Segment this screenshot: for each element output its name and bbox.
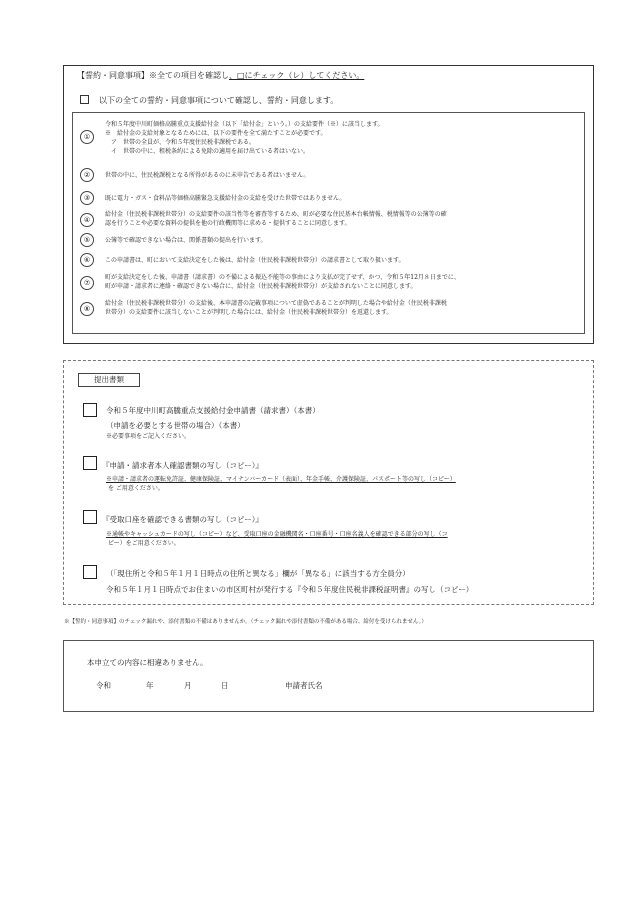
item-line: この申請書は、町において支給決定をした後は、給付金（住民税非課税世帯分）の請求書として取り扱います。 xyxy=(105,257,405,264)
consent-agree-label: 以下の全ての誓約・同意事項について確認し、誓約・同意します。 xyxy=(99,96,339,105)
document-note: ピー）をご用意ください。 xyxy=(108,540,180,547)
item-line: 給付金（住民税非課税世帯分）の支給後、本申請書の記載事項について虚偽であることが判明した場合や給付金（住民税非課税 xyxy=(105,300,447,307)
item-line: 町が支給決定をした後、申請書（請求書）の不備による振込不能等の事由により支払が完了せず、かつ、令和５年12月８日までに、 xyxy=(105,274,460,281)
date-era-label: 令和 xyxy=(96,681,111,690)
date-year-label: 年 xyxy=(146,681,154,690)
consent-agree-row[interactable] xyxy=(80,95,338,106)
item-number: ② xyxy=(80,168,94,182)
documents-label: 提出書類 xyxy=(78,373,140,387)
date-day-label: 日 xyxy=(221,681,229,690)
document-subtitle: 令和５年１月１日時点でお住まいの市区町村が発行する『令和５年度住民税非課税証明書』の写し（コピー） xyxy=(106,585,474,594)
consent-agree-checkbox[interactable] xyxy=(80,95,89,104)
document-note: を ご用意ください。 xyxy=(108,485,164,492)
item-number: ④ xyxy=(80,213,94,227)
document-checkbox-application[interactable] xyxy=(83,403,97,417)
document-title: 『受取口座を確認できる書類の写し（コピー）』 xyxy=(102,515,263,524)
declaration-text: 本申立ての内容に相違ありません。 xyxy=(87,658,208,667)
consent-title-instruction: 、□にチェック（レ）してください。 xyxy=(229,71,365,80)
item-line: 公簿等で確認できない場合は、関係書類の提出を行います。 xyxy=(105,237,267,244)
document-note-text: ※通帳やキャッシュカードの写し（コピー）など、受取口座の金融機関名・口座番号・口座名義人を確認できる部分の写し（コ xyxy=(106,531,448,538)
applicant-name-label: 申請者氏名 xyxy=(285,681,323,690)
item-line: 世帯の中に、住民税課税となる所得があるのに未申告である者はいません。 xyxy=(105,172,310,179)
item-line: 令和５年度中川町価格高騰重点支援給付金（以下「給付金」という。）の支給要件（※）に該当します。 xyxy=(105,121,384,128)
consent-title-text: 【誓約・同意事項】※全ての項目を確認し xyxy=(77,71,229,80)
item-line: 既に電力・ガス・食料品等価格高騰緊急支援給付金の支給を受けた世帯ではありません。 xyxy=(105,195,346,202)
item-number: ③ xyxy=(80,191,94,205)
declaration-section xyxy=(63,640,594,712)
document-note: ※申請・請求者の運転免許証、健康保険証、マイナンバーカード（表面）、年金手帳、介護保険証、パスポート等の写し（コピー） xyxy=(106,476,456,483)
item-line: ※ 給付金の支給対象となるためには、以下の要件を全て満たすことが必要です。 xyxy=(105,130,327,137)
item-number: ⑦ xyxy=(80,276,94,290)
document-checkbox-tax-certificate[interactable] xyxy=(83,565,97,579)
document-note xyxy=(106,531,448,539)
consent-title xyxy=(77,70,364,81)
document-subtitle: （申請を必要とする世帯の場合）（本書） xyxy=(106,421,245,430)
document-title: 令和５年度中川町高騰重点支援給付金申請書（請求書）（本書） xyxy=(106,406,320,415)
consent-items-box xyxy=(72,112,585,334)
item-number: ⑧ xyxy=(80,302,94,316)
item-line: 世帯分）の支給要件に該当しないことが判明した場合には、給付金（住民税非課税世帯分）を返還します。 xyxy=(105,309,393,316)
item-line: イ 世帯の中に、租税条約による免除の適用を届け出ている者はいない。 xyxy=(105,148,310,155)
date-month-label: 月 xyxy=(184,681,192,690)
document-note: ※必要事項をご記入ください。 xyxy=(106,433,191,440)
item-number: ⑤ xyxy=(80,233,94,247)
item-line: 認を行うことや必要な資料の提供を他の行政機関等に求める・提供することに同意します。 xyxy=(105,220,351,227)
document-checkbox-bank[interactable] xyxy=(83,510,97,524)
item-line: 町が申請・請求者に連絡・確認できない場合に、給付金（住民税非課税世帯分）が支給されないことに同意します。 xyxy=(105,283,417,290)
item-number: ① xyxy=(80,130,94,144)
document-checkbox-identity[interactable] xyxy=(83,456,97,470)
footnote: ※【誓約・同意事項】のチェック漏れや、添付書類の不備はありませんか。（チェック漏れや添付書類の不備がある場合、給付を受けられません。） xyxy=(64,619,427,625)
document-title: （「現住所と令和５年１月１日時点の住所と異なる」欄が「異なる」に該当する方全員分） xyxy=(106,569,410,578)
item-line: 給付金（住民税非課税世帯分）の支給要件の該当性等を審査等するため、町が必要な住民基本台帳情報、税情報等の公簿等の確 xyxy=(105,211,447,218)
document-title: 『申請・請求者本人確認書類の写し（コピー）』 xyxy=(102,461,263,470)
item-line: ア 世帯の全員が、令和５年度住民税非課税である。 xyxy=(105,139,256,146)
item-number: ⑥ xyxy=(80,253,94,267)
